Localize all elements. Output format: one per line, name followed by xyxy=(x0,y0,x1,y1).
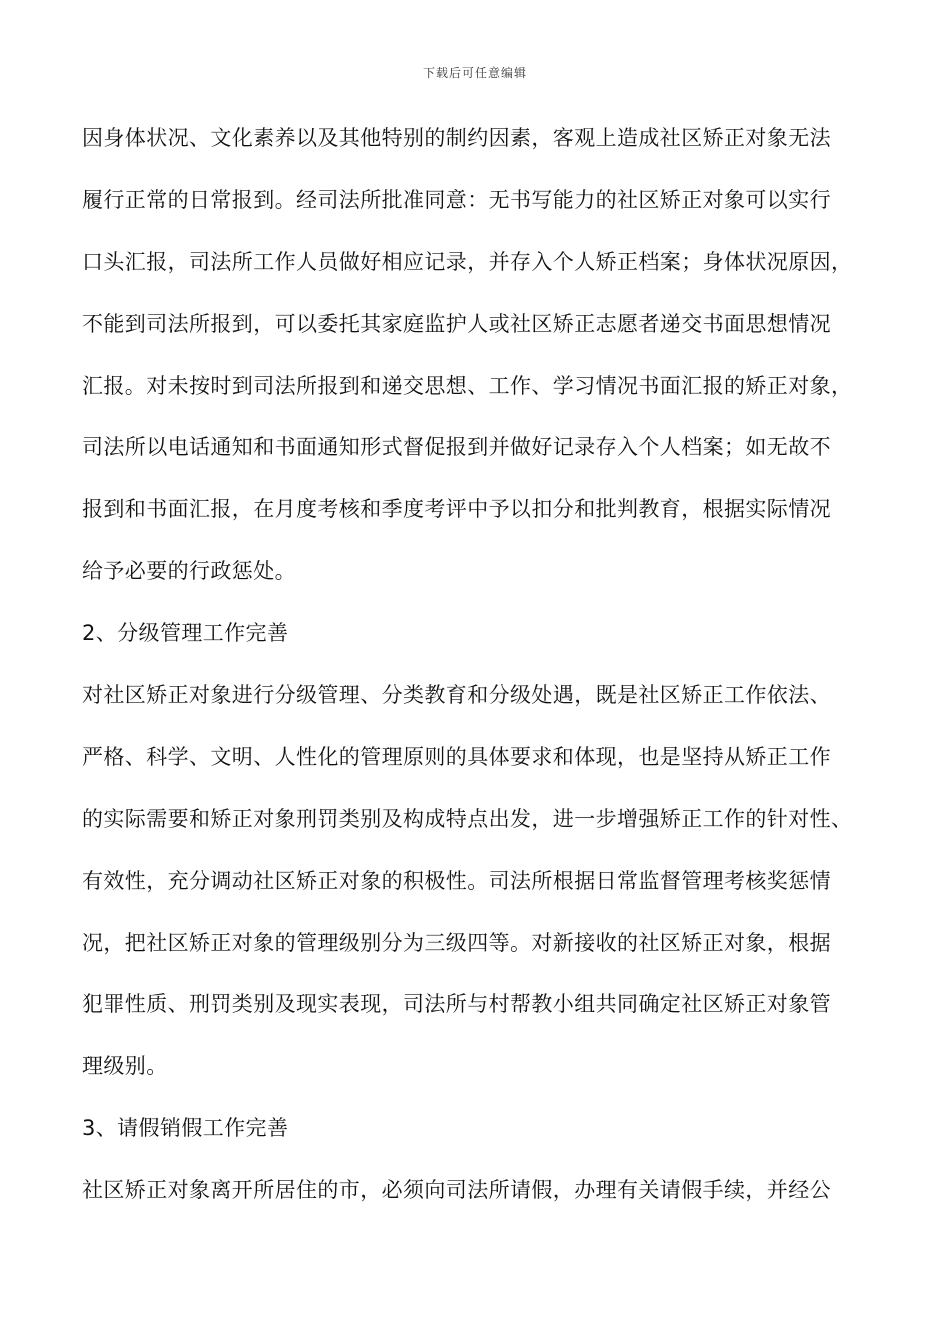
text-line: 履行正常的日常报到。经司法所批准同意：无书写能力的社区矫正对象可以实行 xyxy=(82,187,831,212)
text-line: 司法所以电话通知和书面通知形式督促报到并做好记录存入个人档案；如无故不 xyxy=(82,435,831,460)
text-line: 的实际需要和矫正对象刑罚类别及构成特点出发，进一步增强矫正工作的针对性、 xyxy=(82,806,853,831)
text-line: 对社区矫正对象进行分级管理、分类教育和分级处遇，既是社区矫正工作依法、 xyxy=(82,683,831,708)
section-heading: 2、分级管理工作完善 xyxy=(82,621,289,646)
text-line: 理级别。 xyxy=(82,1054,168,1079)
text-line: 社区矫正对象离开所居住的市，必须向司法所请假，办理有关请假手续，并经公 xyxy=(82,1178,831,1203)
text-line: 因身体状况、文化素养以及其他特别的制约因素，客观上造成社区矫正对象无法 xyxy=(82,126,831,150)
text-line: 报到和书面汇报，在月度考核和季度考评中予以扣分和批判教育，根据实际情况 xyxy=(82,497,831,522)
text-line: 不能到司法所报到，可以委托其家庭监护人或社区矫正志愿者递交书面思想情况 xyxy=(82,311,831,336)
section-heading: 3、请假销假工作完善 xyxy=(82,1116,289,1141)
text-line: 有效性，充分调动社区矫正对象的积极性。司法所根据日常监督管理考核奖惩情 xyxy=(82,868,831,893)
text-line: 严格、科学、文明、人性化的管理原则的具体要求和体现，也是坚持从矫正工作 xyxy=(82,744,831,769)
text-line: 况，把社区矫正对象的管理级别分为三级四等。对新接收的社区矫正对象，根据 xyxy=(82,930,831,955)
text-line: 汇报。对未按时到司法所报到和递交思想、工作、学习情况书面汇报的矫正对象， xyxy=(82,373,853,398)
header-note: 下载后可任意编辑 xyxy=(422,66,527,80)
text-line: 口头汇报，司法所工作人员做好相应记录，并存入个人矫正档案；身体状况原因， xyxy=(82,249,853,274)
text-line: 给予必要的行政惩处。 xyxy=(82,559,296,584)
document-body xyxy=(82,118,882,1232)
text-line: 犯罪性质、刑罚类别及现实表现，司法所与村帮教小组共同确定社区矫正对象管 xyxy=(82,992,831,1017)
